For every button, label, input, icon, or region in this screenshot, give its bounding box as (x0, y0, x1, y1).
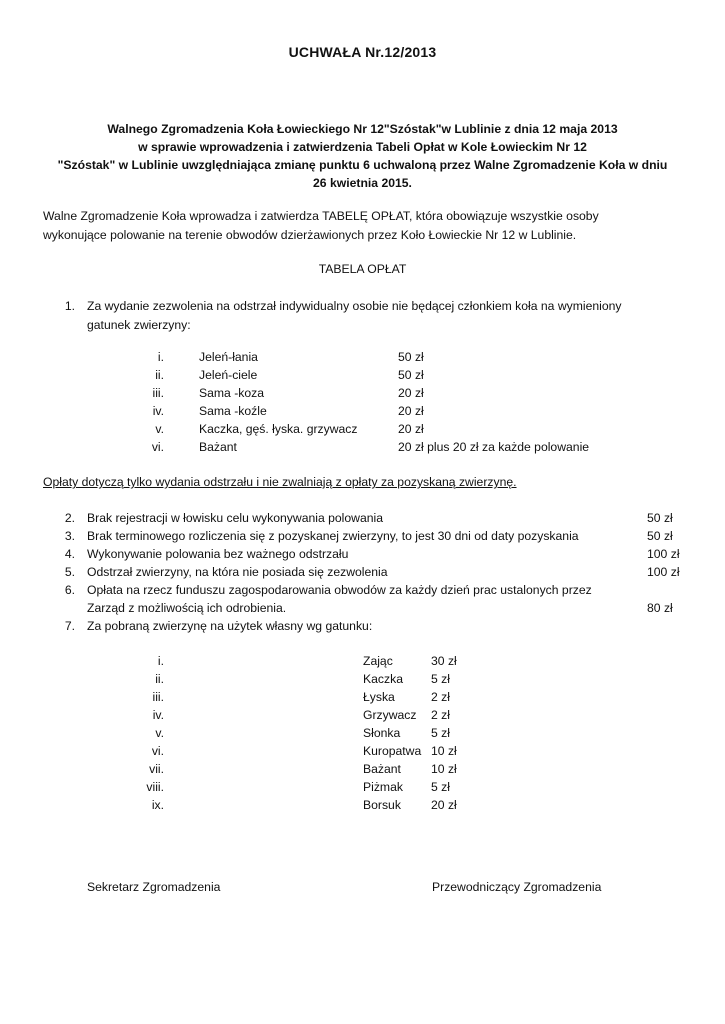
roman-numeral: ii. (155, 368, 164, 382)
fee-items-list (55, 511, 695, 591)
species-name: Grzywacz (363, 708, 417, 722)
intro-line: wykonujące polowanie na terenie obwodów dzierżawionych przez Koło Łowieckie Nr 12 w Lublinie. (43, 227, 577, 242)
species-name: Kaczka (363, 672, 403, 686)
item-number: 5. (64, 565, 75, 579)
fee-value: 10 zł (431, 762, 457, 776)
item-number: 3. (64, 529, 75, 543)
fee-value: 50 zł (398, 350, 424, 364)
fee-note: Opłaty dotyczą tylko wydania odstrzału i nie zwalniają z opłaty za pozyskaną zwierzynę. (43, 475, 517, 489)
species-name: Łyska (363, 690, 395, 704)
species-name: Jeleń-łania (199, 350, 258, 364)
item-number: 2. (64, 511, 75, 525)
fee-value: 10 zł (431, 744, 457, 758)
fee-value: 20 zł plus 20 zł za każde polowanie (398, 440, 590, 454)
species-name: Borsuk (363, 798, 401, 812)
species-name: Bażant (199, 440, 237, 454)
fee-value: 50 zł (398, 368, 424, 382)
roman-numeral: iii. (152, 690, 164, 704)
species-name: Sama -koźle (199, 404, 267, 418)
roman-numeral: vi. (151, 744, 164, 758)
item-text-line: Zarząd z możliwością ich odrobienia. (87, 601, 287, 615)
fee-value: 5 zł (431, 780, 450, 794)
fee-value: 50 zł (647, 511, 673, 525)
item-text-line: Za wydanie zezwolenia na odstrzał indywidualny osobie nie będącej członkiem koła na wymieniony (87, 299, 622, 313)
species-name: Jeleń-ciele (199, 368, 258, 382)
item-text: Brak rejestracji w łowisku celu wykonywania polowania (87, 511, 384, 525)
table-heading: TABELA OPŁAT (318, 262, 407, 276)
fee-value: 100 zł (647, 547, 680, 561)
fee-value: 20 zł (398, 386, 424, 400)
header-line: w sprawie wprowadzenia i zatwierdzenia Tabeli Opłat w Kole Łowieckim Nr 12 (138, 140, 587, 154)
fee-value: 5 zł (431, 672, 450, 686)
roman-numeral: ii. (155, 672, 164, 686)
item-text: Wykonywanie polowania bez ważnego odstrzału (87, 547, 349, 561)
item-number: 6. (64, 583, 75, 597)
roman-numeral: iv. (152, 404, 164, 418)
species-name: Sama -koza (199, 386, 265, 400)
item-number: 1. (64, 299, 75, 313)
header-line: "Szóstak" w Lublinie uwzględniająca zmianę punktu 6 uchwaloną przez Walne Zgromadzenie Koła w dniu (57, 158, 668, 172)
signature-chairman: Przewodniczący Zgromadzenia (432, 880, 602, 894)
item-number: 4. (64, 547, 75, 561)
fee-value: 2 zł (431, 690, 450, 704)
resolution-header (30, 120, 695, 192)
roman-numeral: ix. (151, 798, 164, 812)
document-title: UCHWAŁA Nr.12/2013 (288, 44, 437, 60)
item-text: Odstrzał zwierzyny, na która nie posiada się zezwolenia (87, 565, 388, 579)
fee-value: 5 zł (431, 726, 450, 740)
fee-value: 80 zł (647, 601, 673, 615)
species-name: Bażant (363, 762, 401, 776)
roman-numeral: viii. (146, 780, 164, 794)
roman-numeral: v. (155, 422, 164, 436)
fee-value: 20 zł (431, 798, 457, 812)
roman-numeral: vi. (151, 440, 164, 454)
list-item-6 (55, 583, 695, 623)
intro-paragraph (43, 207, 683, 244)
item-number: 7. (64, 619, 75, 633)
roman-numeral: iv. (152, 708, 164, 722)
roman-numeral: i. (157, 350, 164, 364)
fee-value: 50 zł (647, 529, 673, 543)
species-name: Kuropatwa (363, 744, 422, 758)
item-text: Brak terminowego rozliczenia się z pozyskanej zwierzyny, to jest 30 dni od daty pozyskania (87, 529, 579, 543)
species-name: Zając (363, 654, 393, 668)
item-text-line: gatunek zwierzyny: (87, 318, 191, 332)
header-line: Walnego Zgromadzenia Koła Łowieckiego Nr 12"Szóstak"w Lublinie z dnia 12 maja 2013 (107, 122, 618, 136)
fee-value: 20 zł (398, 422, 424, 436)
item1-fee-list (0, 350, 725, 460)
species-name: Słonka (363, 726, 401, 740)
fee-value: 2 zł (431, 708, 450, 722)
item7-fee-list (0, 654, 725, 819)
item-text-line: Opłata na rzecz funduszu zagospodarowania obwodów za każdy dzień prac ustalonych przez (87, 583, 592, 597)
fee-value: 100 zł (647, 565, 680, 579)
fee-value: 20 zł (398, 404, 424, 418)
header-line: 26 kwietnia 2015. (313, 176, 412, 190)
roman-numeral: vii. (149, 762, 164, 776)
fee-value: 30 zł (431, 654, 457, 668)
signature-secretary: Sekretarz Zgromadzenia (87, 880, 221, 894)
intro-line: Walne Zgromadzenie Koła wprowadza i zatwierdza TABELĘ OPŁAT, która obowiązuje wszystkie osoby (43, 209, 599, 223)
roman-numeral: v. (155, 726, 164, 740)
species-name: Kaczka, gęś. łyska. grzywacz (199, 422, 358, 436)
item-text: Za pobraną zwierzynę na użytek własny wg gatunku: (87, 619, 373, 633)
roman-numeral: iii. (152, 386, 164, 400)
roman-numeral: i. (157, 654, 164, 668)
species-name: Piżmak (363, 780, 403, 794)
